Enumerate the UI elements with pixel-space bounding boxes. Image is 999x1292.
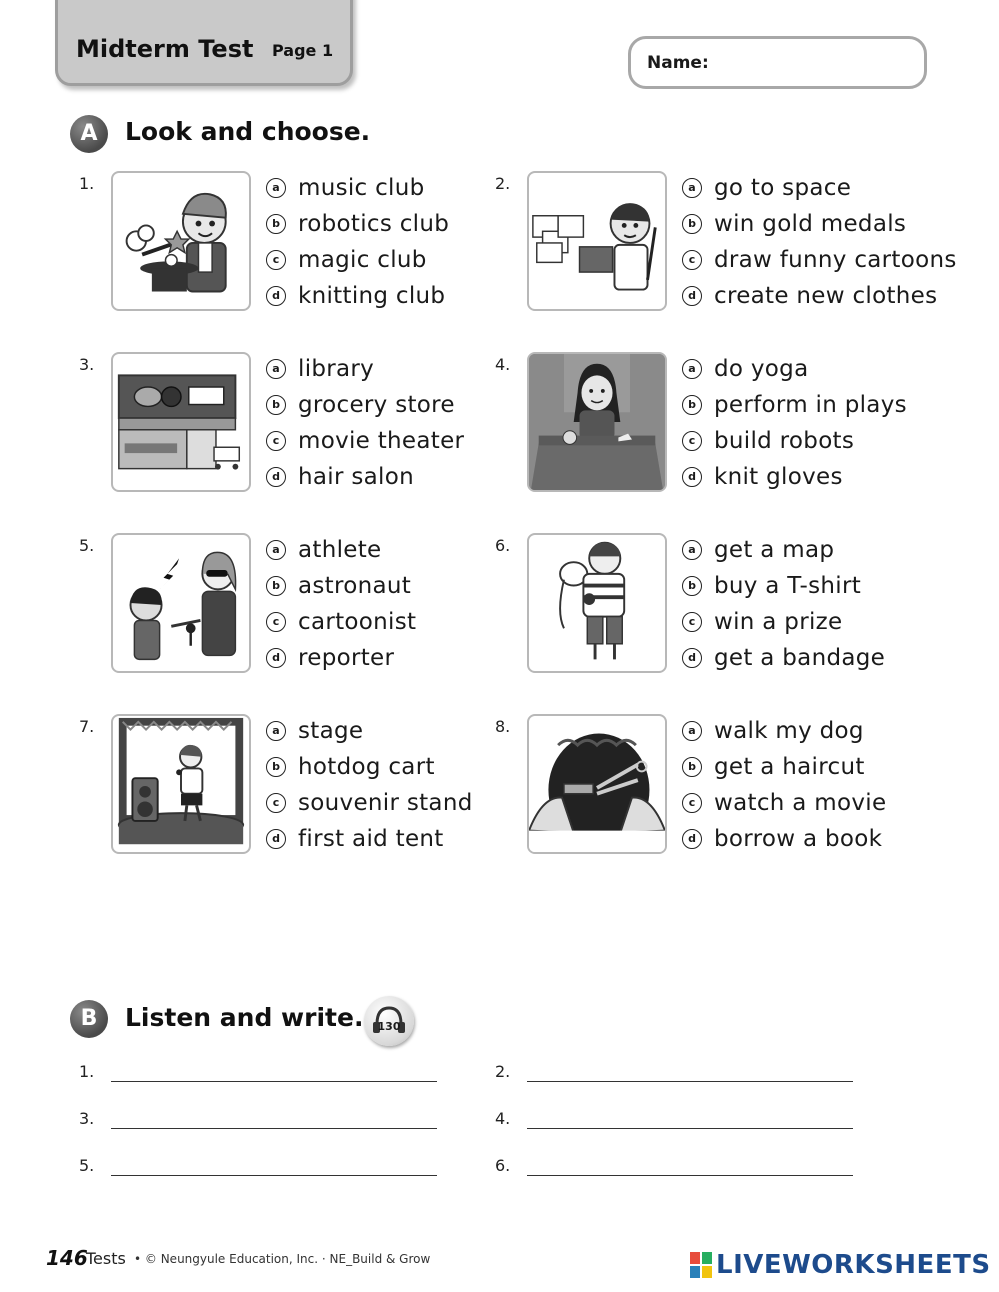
option-b[interactable] [266, 209, 449, 239]
write-line-number: 3. [79, 1109, 95, 1128]
boy-magician-icon [111, 171, 251, 311]
option-a[interactable] [682, 716, 864, 746]
audio-track-number: 130 [377, 1020, 401, 1033]
option-b[interactable] [682, 571, 861, 601]
page-number: 146 [46, 1246, 88, 1270]
option-d[interactable] [266, 824, 444, 854]
option-letter: c [266, 431, 286, 451]
write-line[interactable] [527, 1175, 853, 1176]
header-tab [55, 0, 353, 86]
footer-tests-label: Tests [86, 1249, 126, 1268]
option-d[interactable] [682, 643, 885, 673]
option-a[interactable] [266, 354, 374, 384]
option-letter: a [682, 721, 702, 741]
option-letter: d [682, 286, 702, 306]
option-text: win gold medals [714, 211, 907, 237]
option-text: watch a movie [714, 790, 887, 816]
option-d[interactable] [266, 281, 445, 311]
write-line[interactable] [111, 1175, 437, 1176]
option-letter: d [682, 829, 702, 849]
option-letter: c [682, 250, 702, 270]
section-b-title: Listen and write. [125, 1003, 364, 1032]
option-d[interactable] [266, 643, 394, 673]
option-letter: b [682, 757, 702, 777]
option-text: stage [298, 718, 364, 744]
option-text: first aid tent [298, 826, 444, 852]
option-text: robotics club [298, 211, 450, 237]
question-number: 4. [495, 355, 511, 374]
question-number: 7. [79, 717, 95, 736]
option-text: get a map [714, 537, 835, 563]
option-letter: a [266, 721, 286, 741]
write-line-number: 4. [495, 1109, 511, 1128]
boy-drawing-cartoons-icon [527, 171, 667, 311]
option-letter: b [682, 576, 702, 596]
girl-knitting-gloves-icon [527, 352, 667, 492]
option-letter: a [266, 540, 286, 560]
question-number: 6. [495, 536, 511, 555]
option-c[interactable] [682, 245, 957, 275]
option-text: walk my dog [714, 718, 864, 744]
option-letter: b [266, 757, 286, 777]
option-b[interactable] [266, 390, 455, 420]
option-letter: b [682, 395, 702, 415]
section-a-title: Look and choose. [125, 117, 371, 146]
option-letter: a [682, 359, 702, 379]
option-c[interactable] [682, 607, 842, 637]
option-letter: c [682, 431, 702, 451]
boy-on-stage-icon [111, 714, 251, 854]
option-text: souvenir stand [298, 790, 473, 816]
reporter-interview-icon [111, 533, 251, 673]
option-letter: d [266, 286, 286, 306]
option-d[interactable] [266, 462, 414, 492]
option-c[interactable] [266, 607, 416, 637]
option-b[interactable] [266, 752, 435, 782]
option-letter: c [266, 250, 286, 270]
footer-copyright: • © Neungyule Education, Inc. · NE_Build & Grow [134, 1252, 431, 1266]
write-line[interactable] [111, 1081, 437, 1082]
option-letter: d [266, 829, 286, 849]
option-text: grocery store [298, 392, 455, 418]
option-a[interactable] [266, 535, 382, 565]
write-line-number: 1. [79, 1062, 95, 1081]
haircut-icon [527, 714, 667, 854]
option-c[interactable] [266, 245, 427, 275]
option-letter: b [266, 214, 286, 234]
option-text: perform in plays [714, 392, 907, 418]
option-c[interactable] [266, 788, 473, 818]
option-a[interactable] [682, 354, 808, 384]
option-c[interactable] [266, 426, 464, 456]
option-a[interactable] [682, 173, 851, 203]
option-text: music club [298, 175, 425, 201]
section-a-badge: A [70, 115, 108, 153]
liveworksheets-mark-icon [690, 1252, 712, 1278]
question-number: 8. [495, 717, 511, 736]
option-letter: b [266, 395, 286, 415]
option-b[interactable] [682, 390, 907, 420]
option-text: astronaut [298, 573, 412, 599]
option-text: draw funny cartoons [714, 247, 957, 273]
option-letter: c [682, 612, 702, 632]
liveworksheets-logo[interactable] [690, 1250, 991, 1280]
boy-with-prize-icon [527, 533, 667, 673]
option-letter: a [266, 359, 286, 379]
option-text: cartoonist [298, 609, 417, 635]
grocery-store-icon [111, 352, 251, 492]
name-field[interactable] [628, 36, 927, 89]
option-text: go to space [714, 175, 852, 201]
option-a[interactable] [682, 535, 834, 565]
write-line-number: 2. [495, 1062, 511, 1081]
option-letter: a [682, 540, 702, 560]
headphones-audio-icon[interactable] [364, 996, 414, 1046]
option-text: create new clothes [714, 283, 938, 309]
option-a[interactable] [266, 716, 363, 746]
option-text: win a prize [714, 609, 843, 635]
option-text: hotdog cart [298, 754, 435, 780]
option-letter: a [266, 178, 286, 198]
write-line-number: 6. [495, 1156, 511, 1175]
write-line[interactable] [527, 1128, 853, 1129]
option-text: get a bandage [714, 645, 886, 671]
option-text: knit gloves [714, 464, 843, 490]
option-c[interactable] [682, 788, 886, 818]
option-text: knitting club [298, 283, 446, 309]
option-text: do yoga [714, 356, 809, 382]
option-text: library [298, 356, 375, 382]
question-number: 5. [79, 536, 95, 555]
option-letter: b [682, 214, 702, 234]
option-letter: d [682, 467, 702, 487]
page-title: Midterm Test [76, 35, 254, 63]
option-a[interactable] [266, 173, 425, 203]
option-d[interactable] [682, 462, 843, 492]
liveworksheets-brand: LIVEWORKSHEETS [716, 1250, 991, 1280]
option-text: build robots [714, 428, 855, 454]
option-c[interactable] [682, 426, 854, 456]
option-text: hair salon [298, 464, 414, 490]
option-d[interactable] [682, 824, 882, 854]
section-b-badge: B [70, 1000, 108, 1038]
option-b[interactable] [682, 209, 906, 239]
option-text: borrow a book [714, 826, 883, 852]
option-text: buy a T-shirt [714, 573, 862, 599]
option-letter: d [266, 467, 286, 487]
option-b[interactable] [682, 752, 865, 782]
option-letter: b [266, 576, 286, 596]
option-text: athlete [298, 537, 382, 563]
question-number: 2. [495, 174, 511, 193]
page-label: Page 1 [272, 41, 334, 60]
question-number: 3. [79, 355, 95, 374]
option-text: get a haircut [714, 754, 865, 780]
option-text: reporter [298, 645, 395, 671]
option-b[interactable] [266, 571, 411, 601]
option-letter: c [266, 793, 286, 813]
write-line-number: 5. [79, 1156, 95, 1175]
name-label: Name: [647, 53, 709, 73]
option-letter: a [682, 178, 702, 198]
option-letter: d [266, 648, 286, 668]
option-letter: c [682, 793, 702, 813]
question-number: 1. [79, 174, 95, 193]
option-letter: c [266, 612, 286, 632]
option-text: magic club [298, 247, 427, 273]
write-line[interactable] [527, 1081, 853, 1082]
option-text: movie theater [298, 428, 465, 454]
option-letter: d [682, 648, 702, 668]
write-line[interactable] [111, 1128, 437, 1129]
option-d[interactable] [682, 281, 937, 311]
